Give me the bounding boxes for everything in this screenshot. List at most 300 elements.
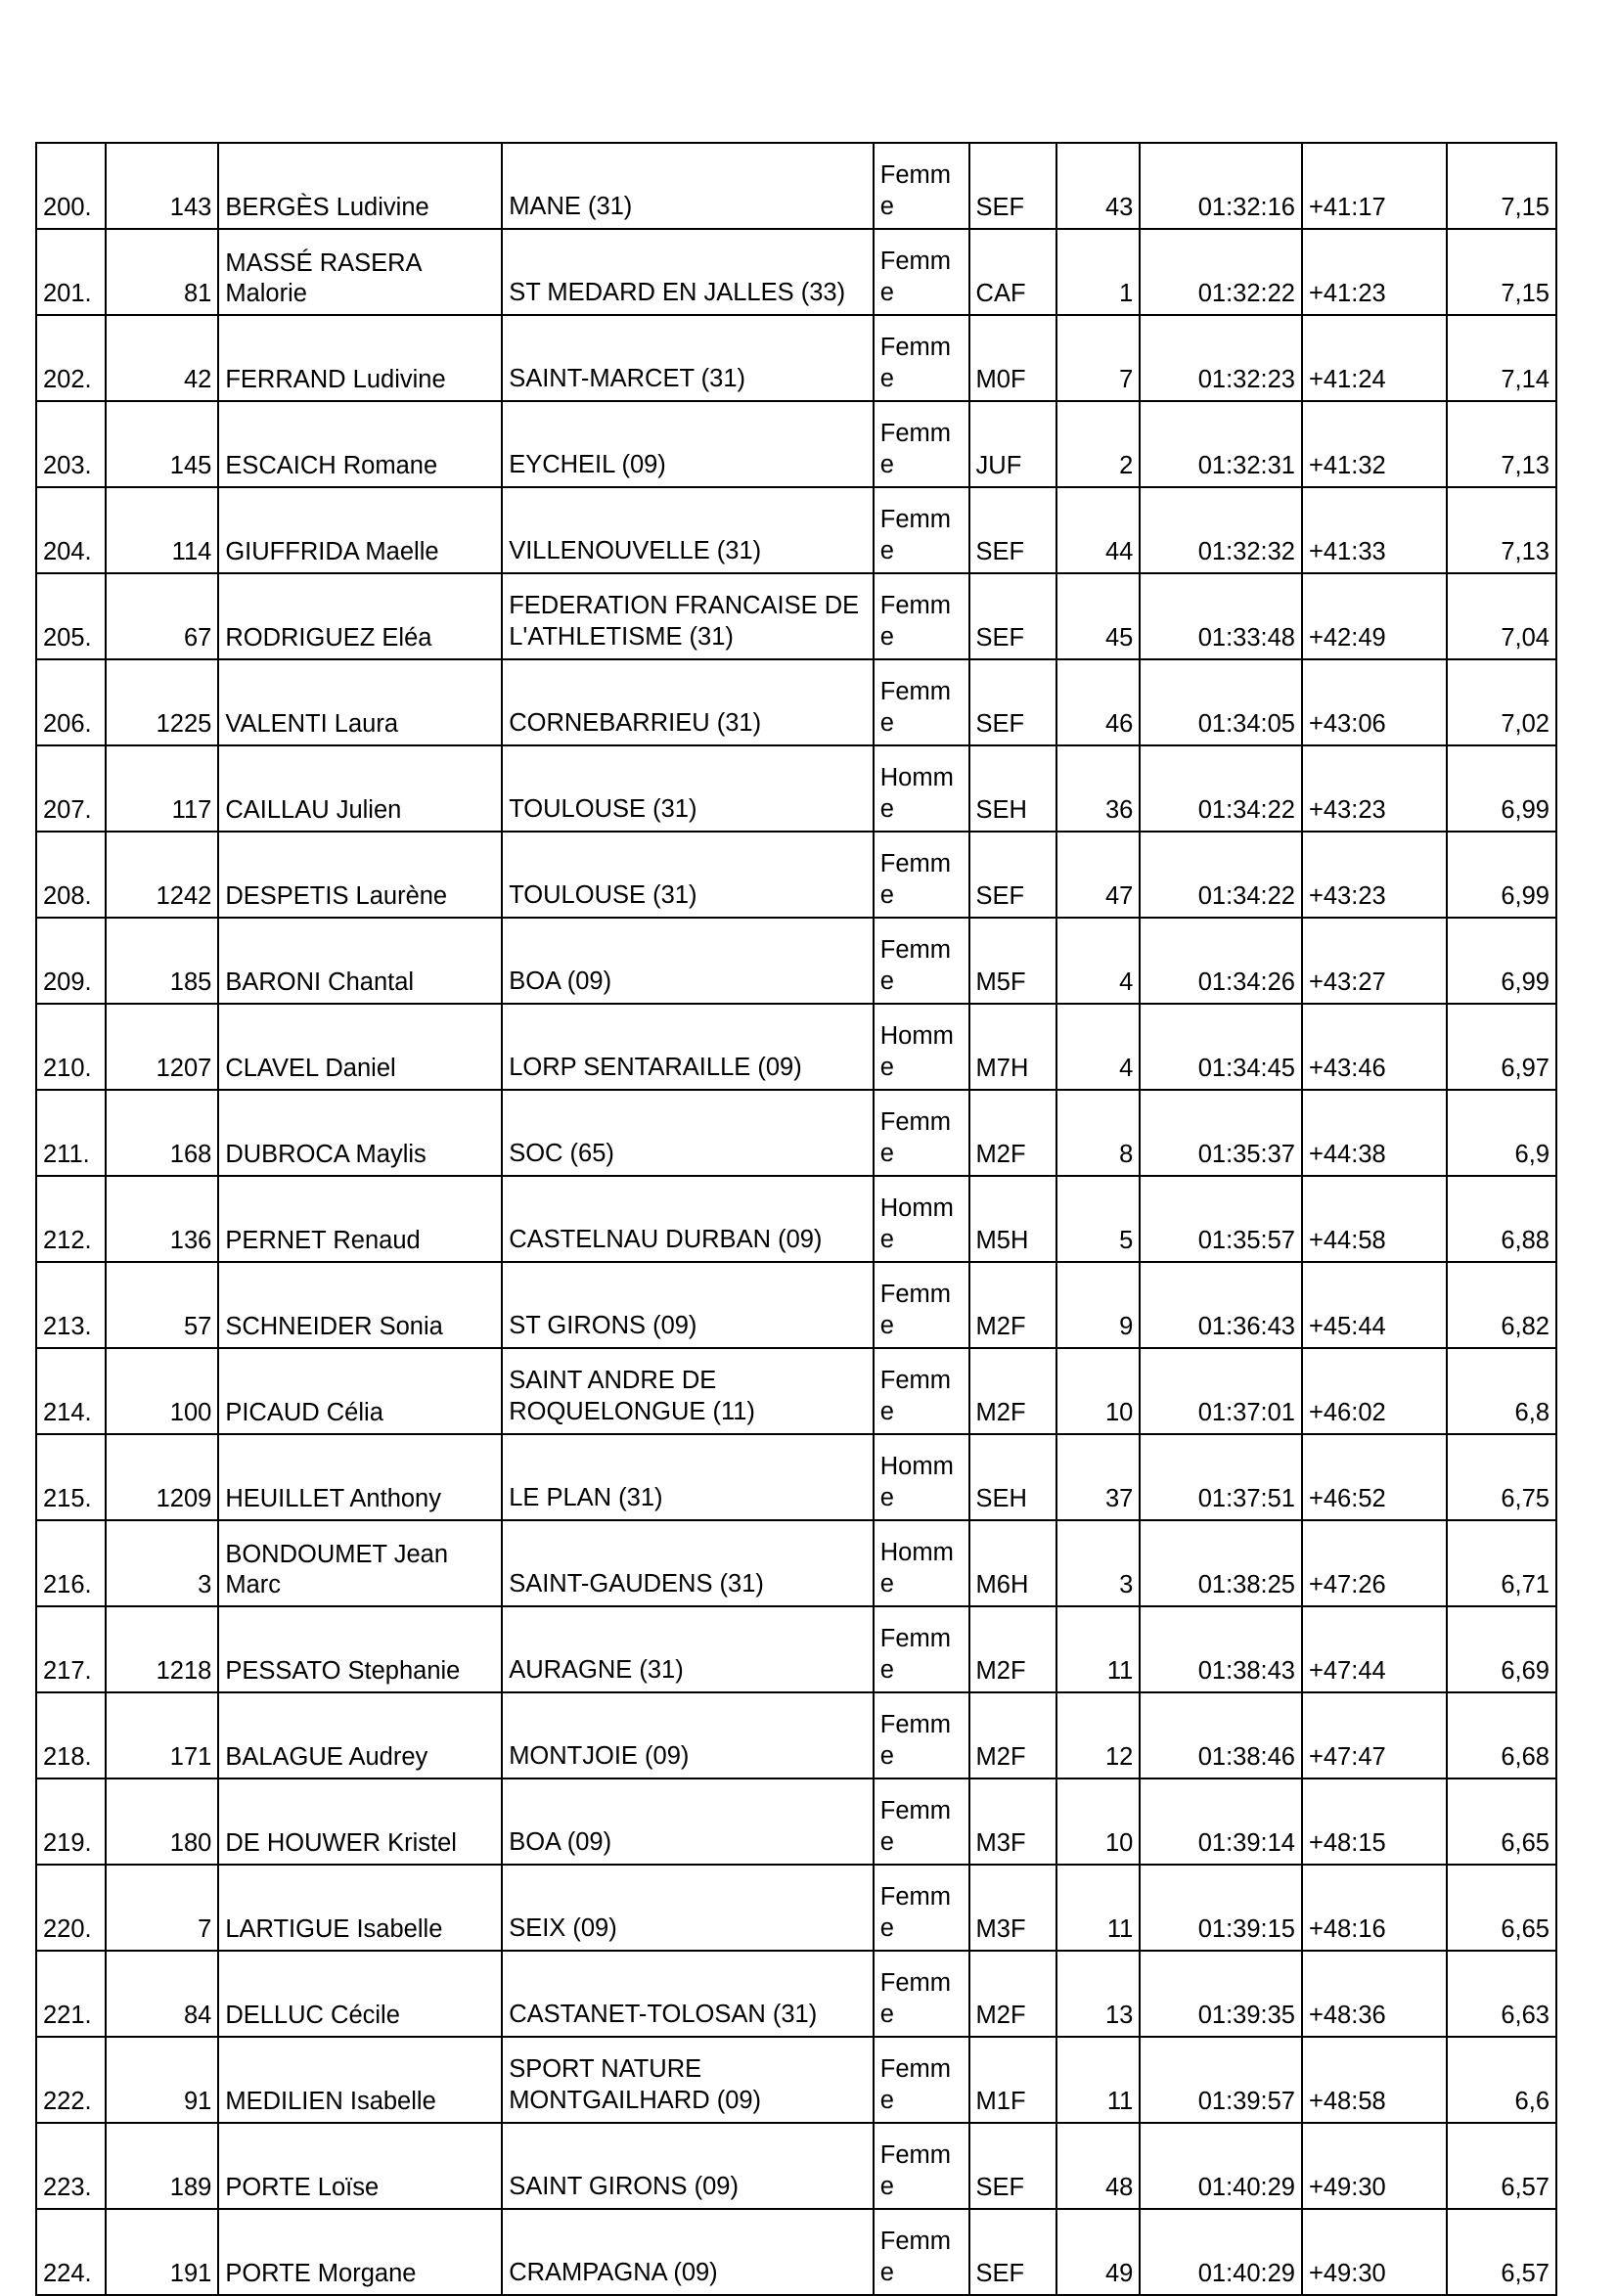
cell-gap: +41:33 [1302, 487, 1447, 573]
cell-category: CAF [969, 229, 1057, 315]
sex-value: Femme [879, 1710, 952, 1771]
cell-time: 01:32:16 [1140, 143, 1302, 229]
cell-bib: 117 [106, 745, 218, 832]
cell-bib: 1242 [106, 832, 218, 918]
cell-speed: 6,99 [1447, 918, 1556, 1004]
table-row [36, 918, 1556, 1004]
cell-category-rank: 2 [1056, 401, 1140, 487]
sex-value: Femme [879, 677, 952, 738]
cell-place: 210. [36, 1004, 106, 1090]
cell-category-rank: 11 [1056, 1865, 1140, 1951]
cell-runner-name: VALENTI Laura [218, 659, 502, 745]
cell-gap: +48:16 [1302, 1865, 1447, 1951]
cell-gap: +43:46 [1302, 1004, 1447, 1090]
cell-category-rank: 1 [1056, 229, 1140, 315]
cell-runner-name: DE HOUWER Kristel [218, 1778, 502, 1865]
cell-category: M5F [969, 918, 1057, 1004]
cell-speed: 6,57 [1447, 2209, 1556, 2295]
cell-category-rank: 46 [1056, 659, 1140, 745]
cell-sex [874, 1004, 969, 1090]
cell-place: 206. [36, 659, 106, 745]
cell-sex [874, 229, 969, 315]
cell-speed: 7,15 [1447, 143, 1556, 229]
cell-sex [874, 2037, 969, 2123]
table-row [36, 573, 1556, 659]
cell-speed: 6,6 [1447, 2037, 1556, 2123]
cell-gap: +47:26 [1302, 1520, 1447, 1606]
cell-category: M2F [969, 1090, 1057, 1176]
cell-sex [874, 1176, 969, 1262]
cell-sex [874, 918, 969, 1004]
cell-club: CASTANET-TOLOSAN (31) [502, 1951, 874, 2037]
cell-runner-name: HEUILLET Anthony [218, 1434, 502, 1520]
cell-runner-name: BALAGUE Audrey [218, 1692, 502, 1778]
cell-category-rank: 43 [1056, 143, 1140, 229]
cell-time: 01:33:48 [1140, 573, 1302, 659]
cell-category: SEF [969, 487, 1057, 573]
cell-category-rank: 4 [1056, 918, 1140, 1004]
cell-runner-name: LARTIGUE Isabelle [218, 1865, 502, 1951]
cell-sex [874, 401, 969, 487]
cell-sex [874, 315, 969, 401]
cell-gap: +48:58 [1302, 2037, 1447, 2123]
cell-club: AURAGNE (31) [502, 1606, 874, 1692]
sex-value: Femme [879, 160, 952, 221]
cell-club: SEIX (09) [502, 1865, 874, 1951]
cell-club: SOC (65) [502, 1090, 874, 1176]
cell-runner-name: PESSATO Stephanie [218, 1606, 502, 1692]
cell-category-rank: 8 [1056, 1090, 1140, 1176]
cell-category: M2F [969, 1606, 1057, 1692]
table-row [36, 745, 1556, 832]
cell-runner-name: BARONI Chantal [218, 918, 502, 1004]
table-row [36, 2037, 1556, 2123]
cell-time: 01:34:45 [1140, 1004, 1302, 1090]
cell-sex [874, 1606, 969, 1692]
cell-club: ST MEDARD EN JALLES (33) [502, 229, 874, 315]
cell-place: 212. [36, 1176, 106, 1262]
table-row [36, 315, 1556, 401]
sex-value: Homme [879, 763, 954, 824]
cell-category-rank: 4 [1056, 1004, 1140, 1090]
cell-time: 01:35:57 [1140, 1176, 1302, 1262]
cell-category: SEF [969, 573, 1057, 659]
cell-sex [874, 1348, 969, 1434]
cell-speed: 7,15 [1447, 229, 1556, 315]
cell-runner-name: MASSÉ RASERA Malorie [218, 229, 502, 315]
cell-sex [874, 832, 969, 918]
cell-sex [874, 1865, 969, 1951]
sex-value: Femme [879, 1280, 952, 1340]
cell-category-rank: 37 [1056, 1434, 1140, 1520]
sex-value: Femme [879, 505, 952, 565]
sex-value: Femme [879, 2054, 952, 2115]
cell-time: 01:35:37 [1140, 1090, 1302, 1176]
cell-category-rank: 47 [1056, 832, 1140, 918]
cell-runner-name: BERGÈS Ludivine [218, 143, 502, 229]
cell-category: SEF [969, 143, 1057, 229]
cell-speed: 7,02 [1447, 659, 1556, 745]
sex-value: Femme [879, 1366, 952, 1426]
cell-category: M1F [969, 2037, 1057, 2123]
cell-club: EYCHEIL (09) [502, 401, 874, 487]
sex-value: Femme [879, 333, 952, 393]
sex-value: Femme [879, 849, 952, 910]
cell-gap: +41:24 [1302, 315, 1447, 401]
cell-place: 218. [36, 1692, 106, 1778]
cell-category-rank: 3 [1056, 1520, 1140, 1606]
cell-club: ST GIRONS (09) [502, 1262, 874, 1348]
cell-gap: +43:23 [1302, 832, 1447, 918]
sex-value: Femme [879, 419, 952, 479]
cell-bib: 67 [106, 573, 218, 659]
cell-speed: 6,71 [1447, 1520, 1556, 1606]
cell-runner-name: SCHNEIDER Sonia [218, 1262, 502, 1348]
cell-bib: 114 [106, 487, 218, 573]
cell-category-rank: 11 [1056, 1606, 1140, 1692]
cell-speed: 6,9 [1447, 1090, 1556, 1176]
results-table-body [36, 143, 1556, 2295]
cell-speed: 7,13 [1447, 401, 1556, 487]
cell-club: CASTELNAU DURBAN (09) [502, 1176, 874, 1262]
cell-gap: +47:44 [1302, 1606, 1447, 1692]
cell-gap: +49:30 [1302, 2123, 1447, 2209]
cell-place: 224. [36, 2209, 106, 2295]
cell-bib: 91 [106, 2037, 218, 2123]
cell-bib: 136 [106, 1176, 218, 1262]
cell-runner-name: CAILLAU Julien [218, 745, 502, 832]
cell-sex [874, 487, 969, 573]
cell-bib: 42 [106, 315, 218, 401]
cell-place: 205. [36, 573, 106, 659]
cell-time: 01:39:15 [1140, 1865, 1302, 1951]
cell-category: SEH [969, 745, 1057, 832]
cell-runner-name: MEDILIEN Isabelle [218, 2037, 502, 2123]
table-row [36, 1090, 1556, 1176]
cell-bib: 143 [106, 143, 218, 229]
cell-place: 216. [36, 1520, 106, 1606]
cell-runner-name: DUBROCA Maylis [218, 1090, 502, 1176]
cell-time: 01:32:32 [1140, 487, 1302, 573]
cell-category-rank: 36 [1056, 745, 1140, 832]
cell-runner-name: PORTE Morgane [218, 2209, 502, 2295]
cell-bib: 100 [106, 1348, 218, 1434]
cell-place: 209. [36, 918, 106, 1004]
cell-bib: 189 [106, 2123, 218, 2209]
cell-time: 01:39:57 [1140, 2037, 1302, 2123]
cell-speed: 7,13 [1447, 487, 1556, 573]
sex-value: Femme [879, 1882, 952, 1943]
cell-time: 01:37:01 [1140, 1348, 1302, 1434]
cell-club: MONTJOIE (09) [502, 1692, 874, 1778]
cell-bib: 191 [106, 2209, 218, 2295]
cell-place: 220. [36, 1865, 106, 1951]
cell-time: 01:39:14 [1140, 1778, 1302, 1865]
cell-place: 217. [36, 1606, 106, 1692]
cell-speed: 6,63 [1447, 1951, 1556, 2037]
cell-club: TOULOUSE (31) [502, 745, 874, 832]
cell-sex [874, 2123, 969, 2209]
cell-place: 201. [36, 229, 106, 315]
sex-value: Femme [879, 935, 952, 996]
cell-category: M2F [969, 1262, 1057, 1348]
cell-sex [874, 1778, 969, 1865]
table-row [36, 1176, 1556, 1262]
cell-speed: 6,57 [1447, 2123, 1556, 2209]
cell-speed: 6,99 [1447, 745, 1556, 832]
cell-runner-name: RODRIGUEZ Eléa [218, 573, 502, 659]
cell-time: 01:34:05 [1140, 659, 1302, 745]
sex-value: Homme [879, 1538, 954, 1598]
cell-runner-name: DESPETIS Laurène [218, 832, 502, 918]
cell-time: 01:40:29 [1140, 2209, 1302, 2295]
cell-time: 01:38:46 [1140, 1692, 1302, 1778]
cell-speed: 6,97 [1447, 1004, 1556, 1090]
cell-speed: 6,75 [1447, 1434, 1556, 1520]
cell-place: 214. [36, 1348, 106, 1434]
sex-value: Femme [879, 1107, 952, 1168]
table-row [36, 1348, 1556, 1434]
cell-place: 208. [36, 832, 106, 918]
cell-time: 01:34:26 [1140, 918, 1302, 1004]
sex-value: Femme [879, 247, 952, 307]
cell-sex [874, 659, 969, 745]
cell-time: 01:38:43 [1140, 1606, 1302, 1692]
cell-speed: 6,88 [1447, 1176, 1556, 1262]
cell-time: 01:32:23 [1140, 315, 1302, 401]
cell-club: LORP SENTARAILLE (09) [502, 1004, 874, 1090]
table-row [36, 1778, 1556, 1865]
cell-speed: 6,68 [1447, 1692, 1556, 1778]
table-row [36, 1606, 1556, 1692]
cell-place: 221. [36, 1951, 106, 2037]
cell-gap: +48:36 [1302, 1951, 1447, 2037]
cell-bib: 145 [106, 401, 218, 487]
cell-bib: 57 [106, 1262, 218, 1348]
cell-category: M2F [969, 1348, 1057, 1434]
cell-gap: +43:23 [1302, 745, 1447, 832]
cell-runner-name: CLAVEL Daniel [218, 1004, 502, 1090]
race-results-table [35, 142, 1557, 2296]
cell-club: BOA (09) [502, 918, 874, 1004]
cell-club: FEDERATION FRANCAISE DE L'ATHLETISME (31) [502, 573, 874, 659]
cell-category: M3F [969, 1865, 1057, 1951]
cell-place: 207. [36, 745, 106, 832]
cell-runner-name: FERRAND Ludivine [218, 315, 502, 401]
cell-runner-name: GIUFFRIDA Maelle [218, 487, 502, 573]
table-row [36, 1262, 1556, 1348]
cell-bib: 1225 [106, 659, 218, 745]
cell-club: MANE (31) [502, 143, 874, 229]
cell-category-rank: 7 [1056, 315, 1140, 401]
sex-value: Femme [879, 2140, 952, 2201]
cell-category: M2F [969, 1692, 1057, 1778]
cell-category: JUF [969, 401, 1057, 487]
table-row [36, 1434, 1556, 1520]
cell-time: 01:38:25 [1140, 1520, 1302, 1606]
cell-gap: +41:32 [1302, 401, 1447, 487]
cell-category: SEF [969, 2209, 1057, 2295]
table-row [36, 659, 1556, 745]
cell-speed: 6,8 [1447, 1348, 1556, 1434]
cell-bib: 7 [106, 1865, 218, 1951]
cell-place: 219. [36, 1778, 106, 1865]
cell-speed: 6,65 [1447, 1865, 1556, 1951]
cell-category: M7H [969, 1004, 1057, 1090]
cell-bib: 185 [106, 918, 218, 1004]
cell-category: M0F [969, 315, 1057, 401]
cell-place: 215. [36, 1434, 106, 1520]
sex-value: Femme [879, 591, 952, 652]
sex-value: Femme [879, 2227, 952, 2287]
cell-bib: 84 [106, 1951, 218, 2037]
cell-bib: 171 [106, 1692, 218, 1778]
cell-time: 01:36:43 [1140, 1262, 1302, 1348]
cell-category-rank: 13 [1056, 1951, 1140, 2037]
cell-sex [874, 573, 969, 659]
cell-category-rank: 44 [1056, 487, 1140, 573]
cell-sex [874, 1520, 969, 1606]
cell-time: 01:40:29 [1140, 2123, 1302, 2209]
cell-club: SAINT ANDRE DE ROQUELONGUE (11) [502, 1348, 874, 1434]
table-row [36, 832, 1556, 918]
cell-bib: 3 [106, 1520, 218, 1606]
cell-gap: +44:58 [1302, 1176, 1447, 1262]
cell-sex [874, 1090, 969, 1176]
cell-place: 222. [36, 2037, 106, 2123]
table-row [36, 2209, 1556, 2295]
cell-sex [874, 1434, 969, 1520]
table-row [36, 1004, 1556, 1090]
sex-value: Femme [879, 1796, 952, 1857]
cell-category-rank: 10 [1056, 1778, 1140, 1865]
cell-club: BOA (09) [502, 1778, 874, 1865]
cell-speed: 7,14 [1447, 315, 1556, 401]
cell-category: M3F [969, 1778, 1057, 1865]
cell-club: CRAMPAGNA (09) [502, 2209, 874, 2295]
cell-runner-name: DELLUC Cécile [218, 1951, 502, 2037]
cell-gap: +42:49 [1302, 573, 1447, 659]
cell-bib: 1218 [106, 1606, 218, 1692]
cell-club: LE PLAN (31) [502, 1434, 874, 1520]
cell-speed: 6,69 [1447, 1606, 1556, 1692]
cell-gap: +49:30 [1302, 2209, 1447, 2295]
cell-runner-name: PICAUD Célia [218, 1348, 502, 1434]
table-row [36, 1692, 1556, 1778]
table-row [36, 1865, 1556, 1951]
table-row [36, 2123, 1556, 2209]
table-row [36, 1951, 1556, 2037]
cell-category: M2F [969, 1951, 1057, 2037]
cell-bib: 168 [106, 1090, 218, 1176]
cell-category-rank: 48 [1056, 2123, 1140, 2209]
cell-gap: +41:23 [1302, 229, 1447, 315]
cell-category: SEH [969, 1434, 1057, 1520]
cell-runner-name: BONDOUMET Jean Marc [218, 1520, 502, 1606]
cell-place: 211. [36, 1090, 106, 1176]
cell-category-rank: 9 [1056, 1262, 1140, 1348]
cell-place: 223. [36, 2123, 106, 2209]
cell-speed: 6,65 [1447, 1778, 1556, 1865]
cell-sex [874, 745, 969, 832]
cell-time: 01:32:31 [1140, 401, 1302, 487]
cell-place: 213. [36, 1262, 106, 1348]
cell-place: 204. [36, 487, 106, 573]
table-row [36, 229, 1556, 315]
cell-category-rank: 49 [1056, 2209, 1140, 2295]
cell-gap: +46:52 [1302, 1434, 1447, 1520]
cell-sex [874, 143, 969, 229]
cell-gap: +45:44 [1302, 1262, 1447, 1348]
cell-category-rank: 11 [1056, 2037, 1140, 2123]
cell-place: 203. [36, 401, 106, 487]
cell-sex [874, 1262, 969, 1348]
cell-sex [874, 2209, 969, 2295]
cell-runner-name: PORTE Loïse [218, 2123, 502, 2209]
sex-value: Homme [879, 1021, 954, 1082]
cell-time: 01:39:35 [1140, 1951, 1302, 2037]
cell-speed: 7,04 [1447, 573, 1556, 659]
cell-bib: 1207 [106, 1004, 218, 1090]
cell-gap: +44:38 [1302, 1090, 1447, 1176]
cell-gap: +48:15 [1302, 1778, 1447, 1865]
cell-sex [874, 1951, 969, 2037]
sex-value: Homme [879, 1452, 954, 1512]
cell-category-rank: 5 [1056, 1176, 1140, 1262]
cell-place: 200. [36, 143, 106, 229]
table-row [36, 487, 1556, 573]
cell-category-rank: 10 [1056, 1348, 1140, 1434]
cell-runner-name: ESCAICH Romane [218, 401, 502, 487]
cell-bib: 81 [106, 229, 218, 315]
cell-club: SAINT GIRONS (09) [502, 2123, 874, 2209]
cell-time: 01:32:22 [1140, 229, 1302, 315]
cell-category-rank: 12 [1056, 1692, 1140, 1778]
cell-club: CORNEBARRIEU (31) [502, 659, 874, 745]
sex-value: Femme [879, 1624, 952, 1685]
cell-club: VILLENOUVELLE (31) [502, 487, 874, 573]
cell-category: M6H [969, 1520, 1057, 1606]
cell-category-rank: 45 [1056, 573, 1140, 659]
cell-bib: 1209 [106, 1434, 218, 1520]
sex-value: Femme [879, 1968, 952, 2029]
table-row [36, 143, 1556, 229]
cell-speed: 6,82 [1447, 1262, 1556, 1348]
cell-category: SEF [969, 832, 1057, 918]
cell-bib: 180 [106, 1778, 218, 1865]
table-row [36, 1520, 1556, 1606]
cell-place: 202. [36, 315, 106, 401]
sex-value: Homme [879, 1193, 954, 1254]
cell-category: SEF [969, 2123, 1057, 2209]
cell-gap: +43:27 [1302, 918, 1447, 1004]
cell-club: SAINT-GAUDENS (31) [502, 1520, 874, 1606]
table-row [36, 401, 1556, 487]
cell-gap: +43:06 [1302, 659, 1447, 745]
cell-category: M5H [969, 1176, 1057, 1262]
cell-time: 01:37:51 [1140, 1434, 1302, 1520]
cell-runner-name: PERNET Renaud [218, 1176, 502, 1262]
cell-gap: +46:02 [1302, 1348, 1447, 1434]
cell-sex [874, 1692, 969, 1778]
cell-time: 01:34:22 [1140, 745, 1302, 832]
cell-category: SEF [969, 659, 1057, 745]
cell-gap: +41:17 [1302, 143, 1447, 229]
cell-speed: 6,99 [1447, 832, 1556, 918]
cell-club: SPORT NATURE MONTGAILHARD (09) [502, 2037, 874, 2123]
cell-time: 01:34:22 [1140, 832, 1302, 918]
cell-gap: +47:47 [1302, 1692, 1447, 1778]
